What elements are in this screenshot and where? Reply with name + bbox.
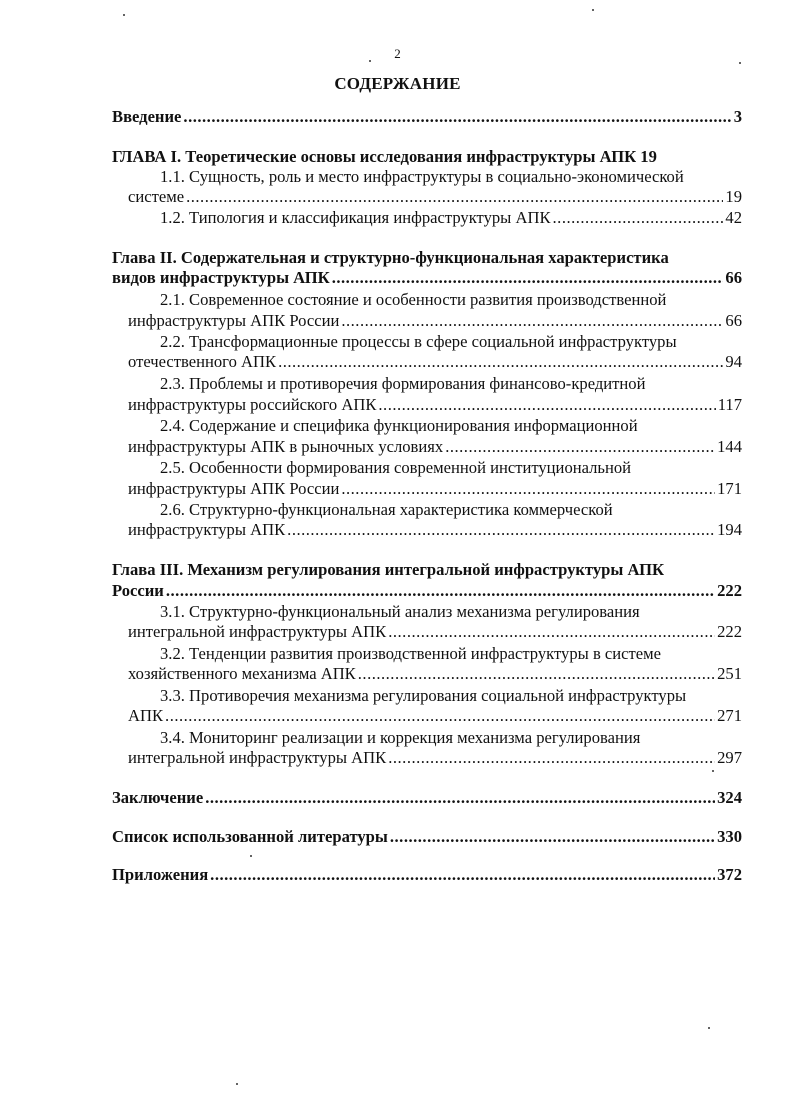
toc-entry-intro [112,107,742,127]
toc-entry-page: 324 [717,788,742,807]
toc-chapter-3-heading [112,581,742,601]
dot-leader [388,748,715,768]
toc-entry-label: Список использованной литературы [112,827,388,846]
toc-section-3-4 [128,748,742,768]
toc-section-1-1 [128,187,742,207]
toc-section-2-6-line1: 2.6. Структурно-функциональная характеристика коммерческой [160,500,613,519]
chapter-title: России [112,581,164,600]
toc-entry-label: отечественного АПК [128,352,277,371]
toc-entry-page: 66 [725,311,742,330]
toc-section-1-2 [160,208,742,228]
toc-entry-label: Приложения [112,865,209,884]
toc-section-2-1 [128,311,742,331]
dot-leader [445,437,715,457]
page-number: 2 [394,46,401,61]
dot-leader [287,520,715,540]
toc-entry-label: хозяйственного механизма АПК [128,664,356,683]
toc-section-3-2 [128,664,742,684]
dot-leader [278,352,723,372]
toc-entry-page: 372 [717,865,742,884]
dot-leader [186,187,723,207]
scan-speck [236,1083,238,1085]
chapter-page: 66 [725,268,742,287]
toc-entry-page: 330 [717,827,742,846]
toc-entry-page: 194 [717,520,742,539]
dot-leader [358,664,715,684]
dot-leader [165,706,715,726]
scan-speck [739,62,741,64]
toc-entry-label: Заключение [112,788,204,807]
toc-section-2-4 [128,437,742,457]
toc-section-2-5-line1: 2.5. Особенности формирования современной институциональной [160,458,632,477]
toc-entry-page: 117 [717,395,742,414]
dot-leader [210,865,715,885]
dot-leader [378,395,715,415]
toc-entry-conclusion [112,788,742,808]
toc-entry-label: АПК [128,706,164,725]
scan-speck [712,770,714,772]
dot-leader [553,208,724,228]
toc-entry-page: 251 [717,664,742,683]
toc-section-2-6 [128,520,742,540]
toc-entry-references [112,827,742,847]
scan-speck [123,14,125,16]
toc-entry-label: Введение [112,107,182,126]
toc-entry-page: 271 [717,706,742,725]
chapter-page: 222 [717,581,742,600]
chapter-title: видов инфраструктуры АПК [112,268,330,287]
toc-entry-label: инфраструктуры АПК [128,520,286,539]
toc-entry-page: 3 [733,107,742,126]
toc-entry-label: 1.2. Типология и классификация инфраструктуры АПК [160,208,551,227]
toc-section-2-2 [128,352,742,372]
dot-leader [390,827,715,847]
toc-section-2-5 [128,479,742,499]
dot-leader [341,479,715,499]
toc-section-3-1-line1: 3.1. Структурно-функциональный анализ механизма регулирования [160,602,640,621]
scan-speck [369,60,371,62]
toc-section-2-2-line1: 2.2. Трансформационные процессы в сфере социальной инфраструктуры [160,332,677,351]
dot-leader [388,622,715,642]
toc-section-1-1-line1: 1.1. Сущность, роль и место инфраструктуры в социально-экономической [160,167,684,186]
toc-entry-label: инфраструктуры АПК в рыночных условиях [128,437,444,456]
toc-section-3-2-line1: 3.2. Тенденции развития производственной инфраструктуры в системе [160,644,662,663]
scan-speck [708,1027,710,1029]
toc-entry-page: 19 [725,187,742,206]
toc-entry-appendices [112,865,742,885]
toc-entry-page: 42 [725,208,742,227]
toc-entry-page: 297 [717,748,742,767]
toc-chapter-1-heading [112,147,657,167]
toc-entry-page: 222 [717,622,742,641]
dot-leader [166,581,715,601]
toc-entry-page: 94 [725,352,742,371]
toc-section-2-3 [128,395,742,415]
toc-entry-label: инфраструктуры АПК России [128,479,340,498]
toc-section-3-3-line1: 3.3. Противоречия механизма регулирования социальной инфраструктуры [160,686,687,705]
chapter-title: ГЛАВА I. Теоретические основы исследования инфраструктуры АПК [112,147,637,166]
toc-entry-label: инфраструктуры российского АПК [128,395,377,414]
toc-section-2-4-line1: 2.4. Содержание и специфика функционирования информационной [160,416,638,435]
scan-speck [250,855,252,857]
toc-entry-page: 171 [717,479,742,498]
toc-entry-label: интегральной инфраструктуры АПК [128,622,387,641]
toc-chapter-2-heading [112,268,742,288]
dot-leader [341,311,723,331]
toc-entry-label: интегральной инфраструктуры АПК [128,748,387,767]
toc-section-3-4-line1: 3.4. Мониторинг реализации и коррекция механизма регулирования [160,728,641,747]
toc-entry-page: 144 [717,437,742,456]
page-title: СОДЕРЖАНИЕ [334,74,461,93]
toc-entry-label: инфраструктуры АПК России [128,311,340,330]
toc-section-2-1-line1: 2.1. Современное состояние и особенности развития производственной [160,290,667,309]
toc-section-3-1 [128,622,742,642]
toc-chapter-2-heading-line1: Глава II. Содержательная и структурно-функциональная характеристика [112,248,669,267]
dot-leader [332,268,724,288]
chapter-page: 19 [640,147,657,166]
dot-leader [205,788,715,808]
toc-section-3-3 [128,706,742,726]
toc-section-2-3-line1: 2.3. Проблемы и противоречия формирования финансово-кредитной [160,374,646,393]
toc-entry-label: системе [128,187,185,206]
toc-chapter-3-heading-line1: Глава III. Механизм регулирования интегральной инфраструктуры АПК [112,560,665,579]
dot-leader [183,107,731,127]
scan-speck [592,9,594,11]
